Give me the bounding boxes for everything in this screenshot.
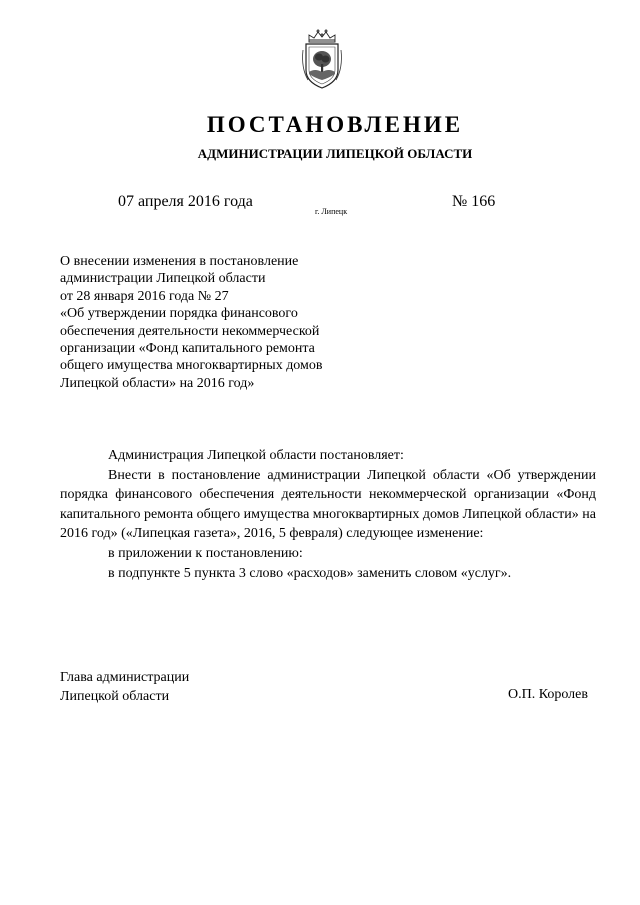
document-subtitle: АДМИНИСТРАЦИИ ЛИПЕЦКОЙ ОБЛАСТИ <box>197 146 473 161</box>
document-subject <box>60 253 380 392</box>
body-paragraph: в приложении к постановлению: <box>108 545 303 561</box>
subject-line: обеспечения деятельности некоммерческой <box>60 323 320 339</box>
subject-line: «Об утверждении порядка финансового <box>60 306 298 322</box>
body-paragraph: Администрация Липецкой области постановляет: <box>108 448 404 463</box>
document-date: 07 апреля 2016 года <box>118 193 253 210</box>
document-city: г. Липецк <box>315 207 348 216</box>
subject-line: О внесении изменения в постановление <box>60 254 299 269</box>
signature-position <box>60 668 189 706</box>
lipetsk-coat-of-arms-icon <box>300 28 344 90</box>
subject-line: общего имущества многоквартирных домов <box>60 358 323 374</box>
body-paragraph: в подпункте 5 пункта 3 слово «расходов» заменить словом «услуг». <box>108 565 512 581</box>
signature-position-line: Глава администрации <box>60 670 190 685</box>
subject-line: от 28 января 2016 года № 27 <box>60 288 229 304</box>
subject-line: администрации Липецкой области <box>60 271 266 287</box>
document-title: ПОСТАНОВЛЕНИЕ <box>206 112 464 137</box>
document-body <box>60 446 596 583</box>
signature-position-line: Липецкой области <box>60 689 170 704</box>
subject-line: организации «Фонд капитального ремонта <box>60 341 315 357</box>
body-paragraph: Внести в постановление администрации Липецкой области «Об утверждении порядка финансового обеспечения деятельности некоммерческой организации «Фонд капитального ремонта общего имущества многоквартирных домов Липецкой области» на 2016 год» («Липецкая газета», 2016, 5 февраля) следующее изменение: <box>60 467 596 542</box>
subject-line: Липецкой области» на 2016 год» <box>60 375 255 391</box>
document-number: № 166 <box>452 193 496 210</box>
signature-name: О.П. Королев <box>508 687 588 702</box>
